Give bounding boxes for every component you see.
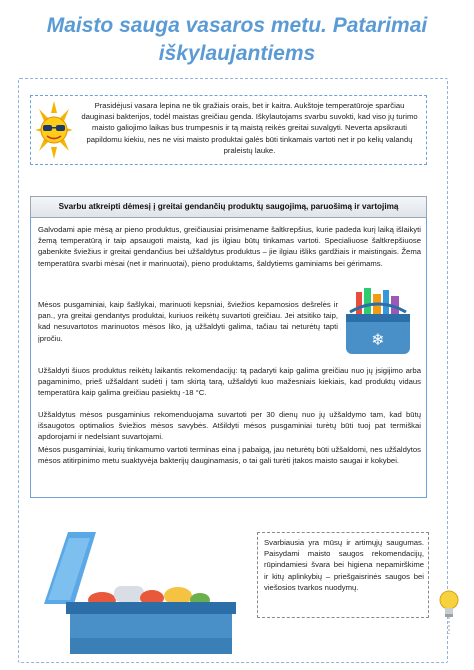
- sun-with-sunglasses-icon: [34, 99, 74, 161]
- section-paragraph-3: Užšaldyti šiuos produktus reikėtų laikantis rekomendacijų: tą padaryti kaip galima greičiau nuo jų įsigijimo arba pagaminimo, prieš užšaldant sudėti į tam skirtą tarą, užšaldyti kuo mažesniais kiekiais, kad produktų vidaus temperatūra kaip galima greičiau pasiektų -18 °C.: [38, 366, 421, 398]
- page-title: Maisto sauga vasaros metu. Patarimai iškylaujantiems: [46, 14, 428, 65]
- lightbulb-icon: [438, 586, 460, 636]
- cooler-bag-icon: [342, 282, 414, 360]
- section-paragraph-2: Mėsos pusgaminiai, kaip šašlykai, marinuoti kepsniai, šviežios kepamosios dešrelės ir pan., yra greitai gendantys produktai, kuriuos reikėtų suvartoti greičiau. Jei atsitiko taip, kad nesuvartotos marinuotos mėsos liko, ją užšaldyti galima, tačiau tai neturėtų tapti įpročiu.: [38, 300, 338, 343]
- section-paragraph-1: Galvodami apie mėsą ar pieno produktus, greičiausiai prisimename šaltkrepšius, kurie padeda kurį laiką išlaikyti žemą temperatūrą ir taip apsaugoti maistą, kad jis ilgiau būtų tinkamas vartoti. Specialiuose šaltkrepšiuose gabenkite šviežius ir greitai gendančius bei užšaldytus produktus – jie ilgiau išliks gardžiais ir maistingais. Žema temperatūra svarbi mėsai (net ir marinuotai), pieno produktams, šaldytiems gaminiams bei gėrimams.: [38, 225, 421, 268]
- section-heading: Svarbu atkreipti dėmesį į greitai gendančių produktų saugojimą, paruošimą ir vartojimą: [30, 196, 427, 218]
- open-cooler-with-food-icon: [40, 530, 252, 658]
- svg-text:❄: ❄: [371, 330, 385, 349]
- section-paragraph-4: Užšaldytus mėsos pusgaminius rekomenduojama suvartoti per 30 dienų nuo jų užšaldymo tam, kad būtų išsaugotos optimalios šviežios mėsos savybės. Atšildyti mėsos pusgaminiai turėtų būti tuoj pat termiškai apdorojami ir nedelsiant suvartojami.: [38, 410, 421, 442]
- tip-paragraph: Svarbiausia yra mūsų ir artimųjų saugumas. Paisydami maisto saugos rekomendacijų, rūpindamiesi švara bei higiena nepamirškime ir kitų aplinkybių – priešgaisrinės saugos bei viešosios tvarkos nuodymų.: [264, 538, 424, 592]
- section-paragraph-5: Mėsos pusgaminiai, kurių tinkamumo vartoti terminas eina į pabaigą, jau neturėtų būti užšaldomi, nes užšaldytos mėsos atitirpinimo metu suaktyvėja bakterijų dauginamasis, o tai gali turėti įtakos maisto saugai ir kokybei.: [38, 445, 421, 466]
- intro-paragraph: Prasidėjusi vasara lepina ne tik gražiais orais, bet ir kaitra. Aukštoje temperatūroje sparčiau dauginasi bakterijos, todėl maistas greičiau genda. Iškylautojams svarbu suvokti, kad viso jų turimo maisto galiojimo laikas bus trumpesnis ir tą maistą reikės greitai suvalgyti. Neverta apsikrauti papildomu kiekiu, nes ne visi maisto produktai galės būti tinkamais vartoti net ir po kelių valandų praleistų lauke.: [81, 101, 418, 155]
